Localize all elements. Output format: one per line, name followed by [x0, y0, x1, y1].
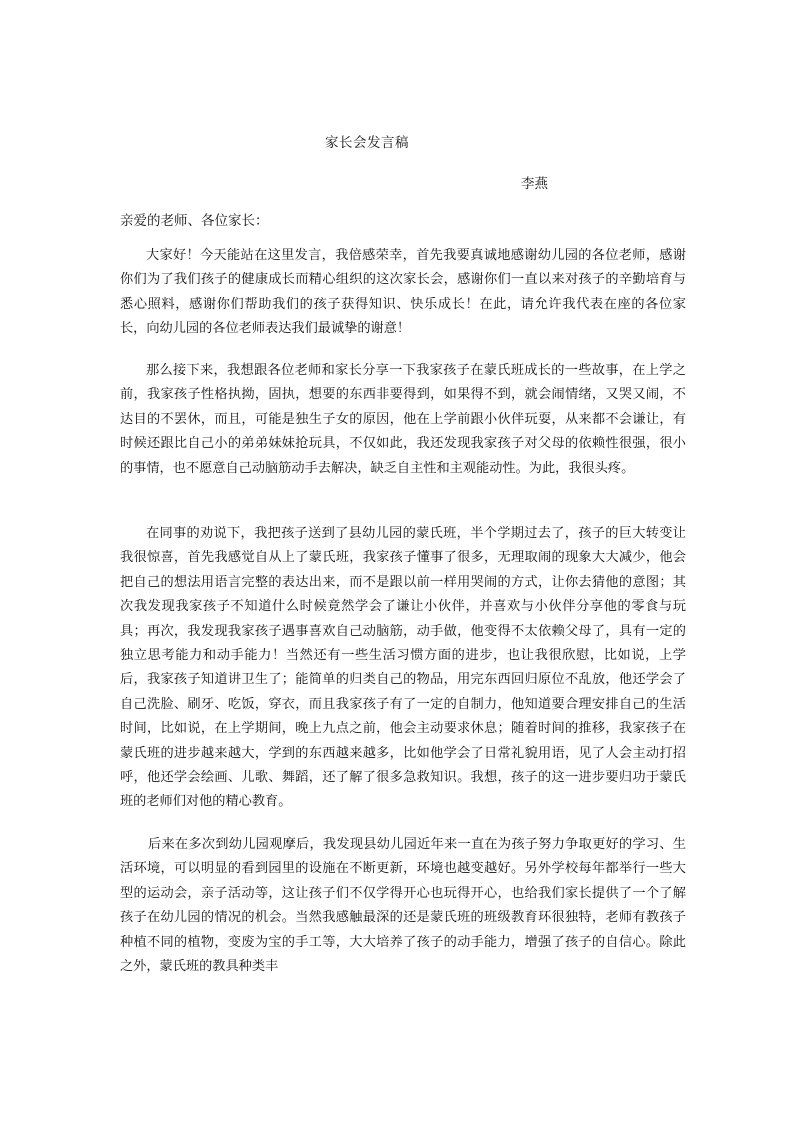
author-name: 李燕	[521, 176, 548, 192]
paragraph: 那么接下来，我想跟各位老师和家长分享一下我家孩子在蒙氏班成长的一些故事，在上学之前，我家孩子性格执拗，固执，想要的东西非要得到，如果得不到，就会闹情绪，又哭又闹，不达目的不罢休，而且，可能是独生子女的原因，他在上学前跟小伙伴玩耍，从来都不会谦让，有时候还跟比自己小的弟弟妹妹抢玩具，不仅如此，我还发现我家孩子对父母的依赖性很强，很小的事情，也不愿意自己动脑筋动手去解决，缺乏自主性和主观能动性。为此，我很头疼。	[120, 363, 686, 476]
document-title: 家长会发言稿	[325, 135, 409, 151]
paragraph: 后来在多次到幼儿园观摩后，我发现县幼儿园近年来一直在为孩子努力争取更好的学习、生活环境，可以明显的看到园里的设施在不断更新，环境也越变越好。另外学校每年都举行一些大型的运动会，亲子活动等，这让孩子们不仅学得开心也玩得开心，也给我们家长提供了一个了解孩子在幼儿园的情况的机会。当然我感触最深的还是蒙氏班的班级教育环很独特，老师有教孩子种植不同的植物，变废为宝的手工等，大大培养了孩子的动手能力，增强了孩子的自信心。除此之外，蒙氏班的教具种类丰	[120, 837, 686, 975]
salutation: 亲爱的老师、各位家长：	[120, 213, 269, 229]
paragraph: 在同事的劝说下，我把孩子送到了县幼儿园的蒙氏班，半个学期过去了，孩子的巨大转变让我很惊喜，首先我感觉自从上了蒙氏班，我家孩子懂事了很多，无理取闹的现象大大减少，他会把自己的想法用语言完整的表达出来，而不是跟以前一样用哭闹的方式，让你去猜他的意图；其次我发现我家孩子不知道什么时候竟然学会了谦让小伙伴，并喜欢与小伙伴分享他的零食与玩具；再次，我发现我家孩子遇事喜欢自己动脑筋，动手做，他变得不太依赖父母了，具有一定的独立思考能力和动手能力！当然还有一些生活习惯方面的进步，也让我很欣慰，比如说，上学后，我家孩子知道讲卫生了；能简单的归类自己的物品，用完东西回归原位不乱放，他还学会了自己洗脸、刷牙、吃饭，穿衣，而且我家孩子有了一定的自制力，他知道要合理安排自己的生活时间，比如说，在上学期间，晚上九点之前，他会主动要求休息；随着时间的推移，我家孩子在蒙氏班的进步越来越大，学到的东西越来越多，比如他学会了日常礼貌用语，见了人会主动打招呼，他还学会绘画、儿歌、舞蹈，还了解了很多急救知识。我想，孩子的这一进步要归功于蒙氏班的老师们对他的精心教育。	[120, 526, 686, 810]
paragraph: 大家好！今天能站在这里发言，我倍感荣幸，首先我要真诚地感谢幼儿园的各位老师，感谢你们为了我们孩子的健康成长而精心组织的这次家长会，感谢你们一直以来对孩子的辛勤培育与悉心照料，感谢你们帮助我们的孩子获得知识、快乐成长！在此，请允许我代表在座的各位家长，向幼儿园的各位老师表达我们最诚挚的谢意！	[120, 248, 686, 337]
